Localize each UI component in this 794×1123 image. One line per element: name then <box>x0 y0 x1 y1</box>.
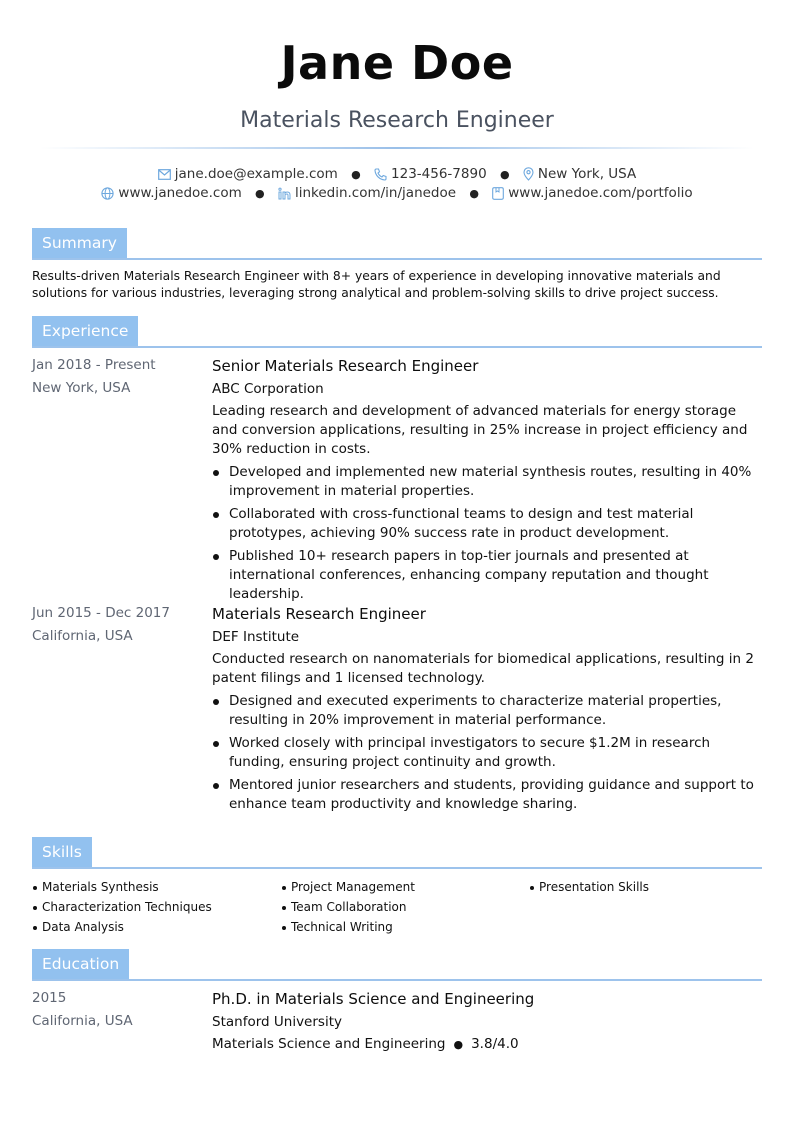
job-bullet: Collaborated with cross-functional teams to design and test material prototypes, achieving 90% success rate in product development. <box>212 505 762 543</box>
contact-phone[interactable]: 123-456-7890 <box>391 166 487 182</box>
contact-separator: ● <box>351 167 361 181</box>
skill-item: Project Management <box>281 877 529 897</box>
summary-section-header <box>32 228 762 260</box>
phone-icon <box>374 168 387 181</box>
skills-column <box>32 877 280 937</box>
job-organization: DEF Institute <box>212 629 300 645</box>
education-separator: ● <box>453 1038 464 1051</box>
summary-text: Results-driven Materials Research Engineer with 8+ years of experience in developing innovative materials and solutions for various industries, leveraging strong analytical and problem-solving skills to drive project success. <box>32 269 721 300</box>
skills-column <box>529 877 777 897</box>
skill-item: Data Analysis <box>32 917 280 937</box>
skills-column <box>281 877 529 937</box>
education-location: California, USA <box>32 1013 133 1029</box>
experience-section-header <box>32 316 762 348</box>
globe-icon <box>101 187 114 200</box>
skill-item: Technical Writing <box>281 917 529 937</box>
contact-email[interactable]: jane.doe@example.com <box>174 166 338 182</box>
contact-separator: ● <box>499 167 510 181</box>
location-pin-icon <box>523 167 534 181</box>
linkedin-icon <box>278 187 291 200</box>
bullet-icon <box>213 783 219 789</box>
skill-item: Presentation Skills <box>529 877 777 897</box>
education-heading: Education <box>32 949 129 979</box>
contact-location: New York, USA <box>537 166 637 182</box>
mail-icon <box>158 169 171 180</box>
job-bullet: Designed and executed experiments to characterize material properties, resulting in 20% improvement in material performance. <box>212 692 762 730</box>
contact-website[interactable]: www.janedoe.com <box>118 185 242 201</box>
job-location: New York, USA <box>32 380 131 396</box>
job-bullets <box>212 692 762 814</box>
contact-separator: ● <box>469 186 479 200</box>
education-school: Stanford University <box>212 1014 342 1030</box>
job-description: Conducted research on nanomaterials for biomedical applications, resulting in 2 patent filings and 1 licensed technology. <box>212 651 754 686</box>
education-degree: Ph.D. in Materials Science and Engineering <box>212 990 535 1008</box>
education-gpa: 3.8/4.0 <box>471 1036 519 1052</box>
job-title: Senior Materials Research Engineer <box>212 357 479 375</box>
job-date: Jun 2015 - Dec 2017 <box>32 605 170 621</box>
job-bullets <box>212 463 762 604</box>
contact-line-primary <box>0 166 794 182</box>
candidate-role: Materials Research Engineer <box>240 108 554 133</box>
education-year: 2015 <box>32 990 67 1006</box>
bullet-icon <box>213 512 219 518</box>
job-bullet: Published 10+ research papers in top-tier journals and presented at international conferences, enhancing company reputation and thought leadership. <box>212 547 762 604</box>
portfolio-icon <box>492 187 504 200</box>
education-section-header <box>32 949 762 981</box>
job-title: Materials Research Engineer <box>212 605 426 623</box>
skills-section-header <box>32 837 762 869</box>
bullet-icon <box>213 699 219 705</box>
header-divider <box>40 147 754 149</box>
summary-heading: Summary <box>32 228 127 258</box>
job-bullet: Mentored junior researchers and students, providing guidance and support to enhance team productivity and knowledge sharing. <box>212 776 762 814</box>
skills-heading: Skills <box>32 837 92 867</box>
contact-portfolio[interactable]: www.janedoe.com/portfolio <box>508 185 693 201</box>
job-description: Leading research and development of advanced materials for energy storage and conversion applications, resulting in 25% increase in project efficiency and 30% reduction in costs. <box>212 403 748 457</box>
skill-item: Team Collaboration <box>281 897 529 917</box>
job-bullet: Worked closely with principal investigators to secure $1.2M in research funding, ensuring project continuity and growth. <box>212 734 762 772</box>
contact-linkedin[interactable]: linkedin.com/in/janedoe <box>294 185 457 201</box>
job-location: California, USA <box>32 628 133 644</box>
skill-item: Materials Synthesis <box>32 877 280 897</box>
candidate-name: Jane Doe <box>280 36 514 90</box>
job-date: Jan 2018 - Present <box>32 357 156 373</box>
job-bullet: Developed and implemented new material synthesis routes, resulting in 40% improvement in material properties. <box>212 463 762 501</box>
skill-item: Characterization Techniques <box>32 897 280 917</box>
education-field: Materials Science and Engineering <box>212 1036 446 1052</box>
bullet-icon <box>213 554 219 560</box>
contact-line-links <box>0 185 794 201</box>
bullet-icon <box>213 470 219 476</box>
bullet-icon <box>213 741 219 747</box>
contact-separator: ● <box>255 186 265 200</box>
education-details <box>212 1035 762 1054</box>
job-organization: ABC Corporation <box>212 381 324 397</box>
experience-heading: Experience <box>32 316 138 346</box>
